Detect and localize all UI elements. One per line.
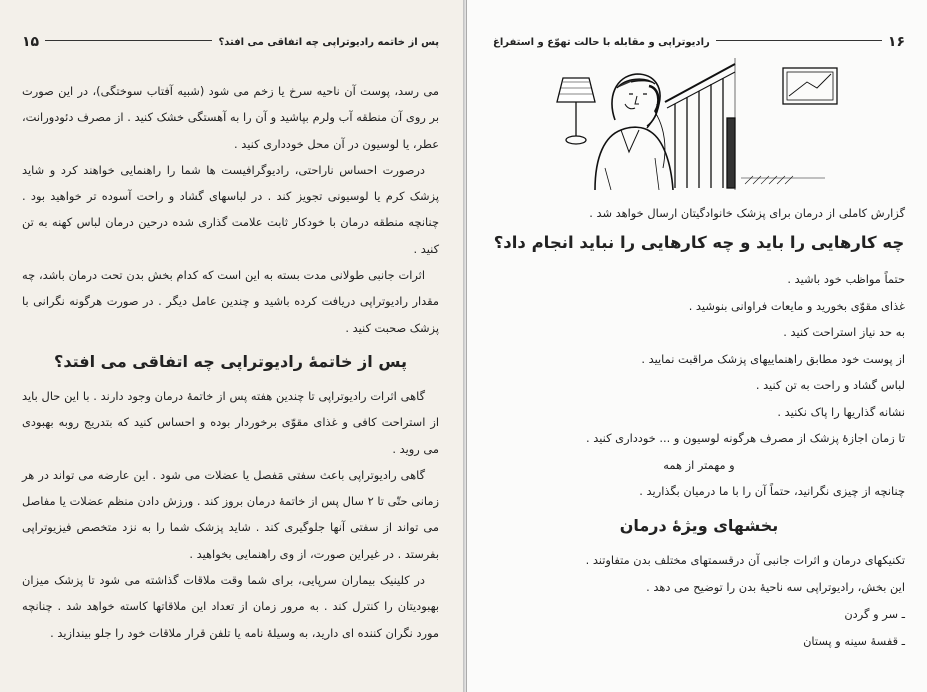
section-heading: پس از خاتمهٔ رادیوتراپی چه اتفاقی می افتد؟ xyxy=(54,351,407,371)
body-paragraph: این بخش، رادیوتراپی سه ناحیهٔ بدن را توضیح می دهد . xyxy=(646,579,905,594)
list-item: نشانه گذاریها را پاک نکنید . xyxy=(777,404,905,419)
page-number: ۱۶ xyxy=(887,34,905,50)
page-number: ۱۵ xyxy=(22,34,40,50)
list-emphasis-line: و مهمتر از همه xyxy=(663,457,735,472)
body-paragraph: در کلینیک بیماران سرپایی، برای شما وقت ملاقات گذاشته می شود تا پزشک میزان بهبودیتان را کنترل کند . به مرور زمان از تعداد این ملاقاتها کاسته خواهد شد . چنانچه مورد نگران کننده ای دارید، به وسیلهٔ نامه یا تلفن قرار ملاقات خود را جلو بیندازید . xyxy=(22,573,439,640)
list-item: به حد نیاز استراحت کنید . xyxy=(783,325,905,340)
list-item: حتماً مواظب خود باشید . xyxy=(787,272,905,287)
body-paragraph: اثرات جانبی طولانی مدت بسته به این است که کدام بخش بدن تحت درمان باشد، چه مقدار رادیوتراپی دریافت کرده باشید و چندین عامل دیگر . در صورت هرگونه نگرانی با پزشک صحبت کنید . xyxy=(22,268,439,335)
running-head: رادیوتراپی و مقابله با حالت تهوّع و استفراغ xyxy=(493,36,710,48)
left-page-header xyxy=(22,34,439,50)
body-paragraph: می رسد، پوست آن ناحیه سرخ یا زخم می شود (شبیه آفتاب سوختگی)، در این صورت بر روی آن منطقه آب ولرم بپاشید و آن را به آهستگی خشک کنید . از مصرف دئودورانت، عطر، یا لوسیون در آن محل خودداری کنید . xyxy=(22,84,439,151)
list-item: لباس گشاد و راحت به تن کنید . xyxy=(755,378,905,393)
body-paragraph: درصورت احساس ناراحتی، رادیوگرافیست ها شما را راهنمایی خواهند کرد و شاید پزشک کرم یا لوسیونی تجویز کند . در لباسهای گشاد و راحت آسوده تر خواهید بود . چنانچه منطقه درمان با خودکار ثابت علامت گذاری شده درحین درمان لباس کهنه به تن کنید . xyxy=(22,162,439,256)
running-head: پس از خاتمه رادیوتراپی چه اتفاقی می افتد؟ xyxy=(218,36,439,48)
special-sections xyxy=(493,547,905,655)
dos-and-donts-list xyxy=(493,266,905,505)
right-page-header xyxy=(493,34,905,50)
list-item: غذای مقوّی بخورید و مایعات فراوانی بنوشید . xyxy=(688,298,905,313)
list-item: تا زمان اجازهٔ پزشک از مصرف هرگونه لوسیون و ... خودداری کنید . xyxy=(586,431,905,446)
man-on-telephone-illustration xyxy=(555,58,843,190)
header-rule xyxy=(716,39,882,41)
body-paragraph: گاهی اثرات رادیوتراپی تا چندین هفته پس از خاتمهٔ درمان وجود دارند . با این حال باید از استراحت کافی و غذای مقوّی برخوردار بوده و احساس کنید که بتدریج روبه بهبودی می روید . xyxy=(22,388,439,456)
body-paragraph: تکنیکهای درمان و اثرات جانبی آن درقسمتهای مختلف بدن متفاوتند . xyxy=(585,552,905,567)
list-item: ـ قفسهٔ سینه و پستان xyxy=(803,633,905,648)
right-page xyxy=(466,0,927,692)
list-item: چنانچه از چیزی نگرانید، حتماً آن را با ما درمیان بگذارید . xyxy=(639,484,905,499)
body-paragraph: گاهی رادیوتراپی باعث سفتی مَفصل یا عضلات می شود . این عارضه می تواند در هر زمانی حتّی تا ۲ سال پس از خاتمهٔ درمان بروز کند . ورزش دادن منظم عضلات یا مفاصل می تواند از سفتی آنها جلوگیری کند . شاید پزشک شما را به نزد متخصص فیزیوتراپی بفرستد . در غیراین صورت، از وی راهنمایی بخواهید . xyxy=(22,467,439,561)
section-heading: چه کارهایی را باید و چه کارهایی را نباید انجام داد؟ xyxy=(493,233,905,253)
left-page xyxy=(0,0,463,692)
list-item: ـ سر و گردن xyxy=(844,606,905,621)
section-heading: بخشهای ویژهٔ درمان xyxy=(619,515,779,535)
illustration-caption: گزارش کاملی از درمان برای پزشک خانوادگیتان ارسال خواهد شد . xyxy=(589,206,905,220)
header-rule xyxy=(45,39,212,41)
list-item: از پوست خود مطابق راهنماییهای پزشک مراقبت نمایید . xyxy=(641,351,905,366)
